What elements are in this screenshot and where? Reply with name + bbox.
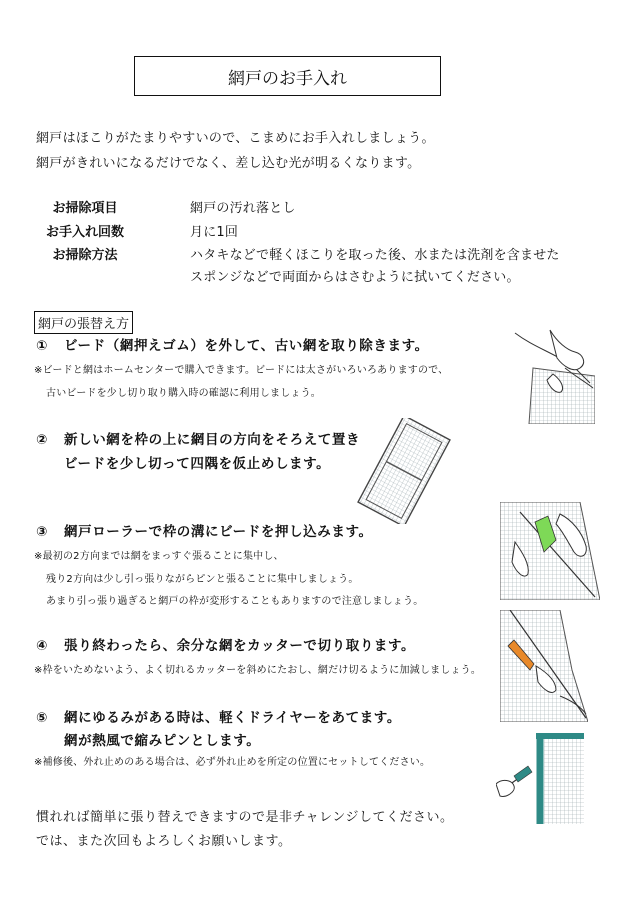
roller-illustration (500, 502, 600, 600)
step-3-note-2: 残り2方向は少し引っ張りながらピンと張ることに集中しましょう。 (46, 574, 359, 585)
step-4: ④ 張り終わったら、余分な網をカッターで切り取ります。 (36, 638, 416, 654)
step-3: ③ 網戸ローラーで枠の溝にビードを押し込みます。 (36, 524, 373, 540)
step-3-note-3: あまり引っ張り過ぎると網戸の枠が変形することもありますので注意しましょう。 (46, 596, 424, 607)
dryer-illustration (496, 730, 588, 824)
step-1: ① ビード（網押えゴム）を外して、古い網を取り除きます。 (36, 338, 429, 354)
step-1-note-2: 古いビードを少し切り取り購入時の確認に利用しましょう。 (46, 388, 321, 399)
step-2-line-2: ビードを少し切って四隅を仮止めします。 (64, 456, 331, 472)
step-5-line-2: 網が熱風で縮みピンとします。 (64, 733, 261, 749)
frame-mesh-illustration (356, 418, 452, 524)
info-label-method: お掃除方法 (52, 248, 118, 263)
step-5: ⑤ 網にゆるみがある時は、軽くドライヤーをあてます。 (36, 710, 401, 726)
closing-line-2: では、また次回もよろしくお願いします。 (36, 834, 292, 849)
step-5-note-1: ※補修後、外れ止めのある場合は、必ず外れ止めを所定の位置にセットしてください。 (34, 757, 431, 768)
page-title: 網戸のお手入れ (134, 56, 441, 96)
step-3-note-1: ※最初の2方向までは網をまっすぐ張ることに集中し、 (34, 551, 284, 562)
closing-line-1: 慣れれば簡単に張り替えできますので是非チャレンジしてください。 (36, 810, 454, 825)
info-value-item: 網戸の汚れ落とし (190, 201, 296, 216)
info-label-frequency: お手入れ回数 (45, 225, 124, 240)
intro-line-1: 網戸はほこりがたまりやすいので、こまめにお手入れしましょう。 (36, 131, 435, 146)
remove-bead-illustration (495, 328, 595, 424)
cutter-illustration (500, 610, 588, 722)
info-value-frequency: 月に1回 (190, 225, 239, 240)
section-title: 網戸の張替え方 (34, 311, 133, 334)
step-1-note-1: ※ビードと網はホームセンターで購入できます。ビードには太さがいろいろありますので、 (34, 365, 449, 376)
info-value-method-2: スポンジなどで両面からはさむように拭いてください。 (190, 270, 520, 285)
info-value-method-1: ハタキなどで軽くほこりを取った後、水または洗剤を含ませた (190, 248, 560, 263)
step-4-note-1: ※枠をいためないよう、よく切れるカッターを斜めにたおし、網だけ切るように加減しましょう。 (34, 665, 482, 676)
step-2: ② 新しい網を枠の上に網目の方向をそろえて置き (36, 432, 361, 448)
intro-line-2: 網戸がきれいになるだけでなく、差し込む光が明るくなります。 (36, 156, 421, 171)
info-label-item: お掃除項目 (52, 201, 118, 216)
